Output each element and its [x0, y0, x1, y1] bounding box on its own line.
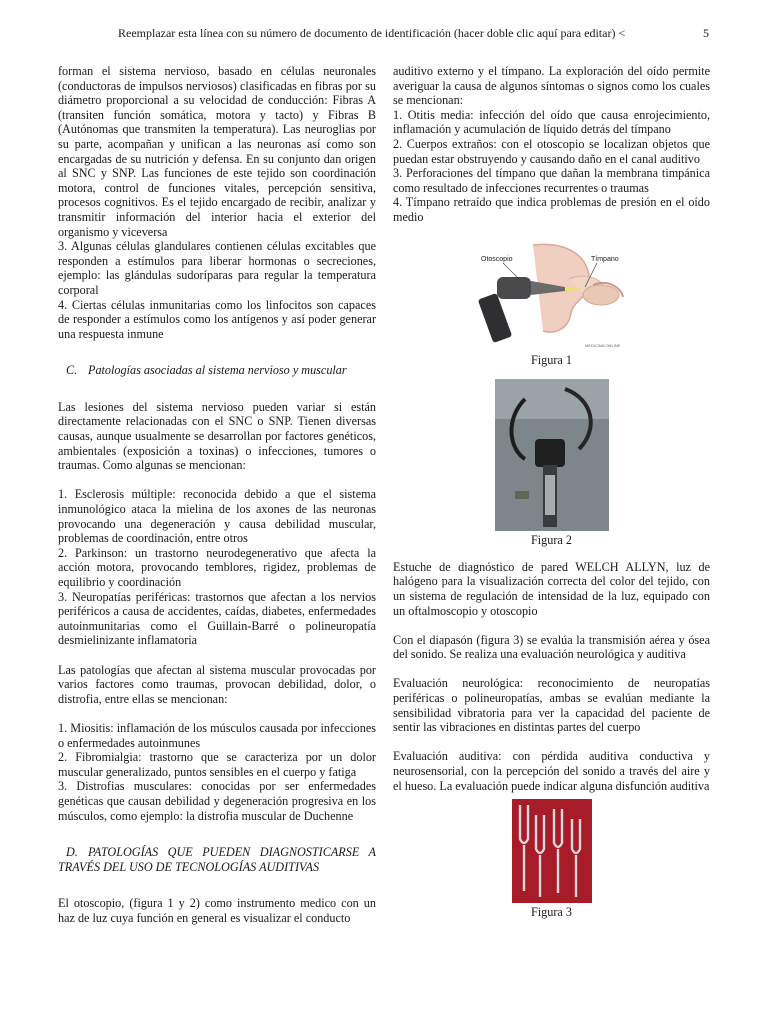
list-item-otitis: 1. Otitis media: infección del oído que causa enrojecimiento, inflamación y acumulación de líquido detrás del tímpano	[393, 107, 710, 137]
paragraph-estuche: Estuche de diagnóstico de pared WELCH ALLYN, luz de halógeno para la visualización correcta del color del tejido, con un sistema de regulación de intensidad de la luz, equipado con un oftalmoscopio y otoscopio	[393, 559, 710, 618]
list-item-fibromialgia: 2. Fibromialgia: trastorno que se caracteriza por un dolor muscular generalizado, puntos sensibles en el cuerpo y fatiga	[58, 750, 376, 779]
list-item-cuerpos: 2. Cuerpos extraños: con el otoscopio se localizan objetos que puedan estar obstruyendo y causando daño en el canal auditivo	[393, 136, 710, 166]
figure-caption: Figura 2	[531, 533, 572, 548]
list-item-distrofias: 3. Distrofias musculares: conocidas por ser enfermedades genéticas que causan debilidad y degeneración progresiva en los músculos, como ejemplo: la distrofia muscular de Duchenne	[58, 779, 376, 823]
paragraph-auditivo: auditivo externo y el tímpano. La exploración del oído permite averiguar la causa de algunos síntomas o signos como los cuales se mencionan:	[393, 64, 710, 108]
list-item-miositis: 1. Miositis: inflamación de los músculos causada por infecciones o enfermedades autoinmunes	[58, 720, 376, 750]
background-object	[515, 491, 529, 499]
diagnostic-set-svg	[495, 379, 609, 531]
otoscope-label: Otoscopio	[480, 255, 513, 263]
page-header	[0, 26, 768, 44]
section-letter: C.	[66, 363, 78, 378]
cochlea-shape	[583, 285, 619, 305]
diagnostic-set-photo	[495, 379, 609, 531]
list-item-timpano: 4. Tímpano retraído que indica problemas de presión en el oído medio	[393, 195, 710, 224]
paragraph-lesiones: Las lesiones del sistema nervioso pueden variar si están directamente relacionadas con el SNC o SNP. Tienen diversas causas, aunque usualmente se desarrollan por factores genéticos, ambientales (exposición a toxinas) o infecciones, tumores o traumas. Como algunas se mencionan:	[58, 399, 376, 473]
ear-otoscope-svg	[473, 239, 631, 351]
list-item-glandular: 3. Algunas células glandulares contienen células excitables que responden a estímulos para liberar hormonas o secreciones, ejemplo: las glándulas sudoríparas para regular la temperatura corporal	[58, 239, 376, 297]
otoscope-handle	[477, 292, 512, 342]
handle-grip	[545, 475, 555, 515]
list-item-esclerosis: 1. Esclerosis múltiple: reconocida debido a que el sistema inmunológico ataca la mielina de los axones de las neuronas provocando una degeneración y causa debilidad muscular, problemas de coordinación, entre otros	[58, 487, 376, 546]
timpano-label: Tímpano	[590, 255, 619, 263]
header-text[interactable]: Reemplazar esta línea con su número de documento de identificación (hacer doble clic aquí para editar) <	[118, 26, 626, 40]
ear-otoscope-illustration	[473, 239, 631, 351]
paragraph-intro: forman el sistema nervioso, basado en células neuronales (conductoras de impulsos nerviosos) clasificadas en fibras por su diámetro proporcional a su velocidad de conducción: Fibras A (transiten función somática, motora y tacto) y Fibras B (Autónomas que transmiten la temperatura). Las neuroglias por su parte, acompañan y unifican a las neuronas así como son encargadas de su nutrición y defensa. En su conjunto dan origen al SNC y SNP. Las funciones de este tejido son coordinación motora, control de funciones vitales, percepción sensitiva, procesos cognitivos. Es el tejido encargado de recibir, analizar y transmitir información del interior hacia el exterior del organismo y viceversa	[58, 64, 376, 239]
figure-caption: Figura 3	[531, 905, 572, 920]
paragraph-diapason: Con el diapasón (figura 3) se evalúa la transmisión aérea y ósea del sonido. Se realiza una evaluación neurológica y auditiva	[393, 632, 710, 662]
right-column	[393, 64, 710, 920]
figure-caption: Figura 1	[531, 352, 572, 367]
figure-3	[393, 799, 710, 920]
tuning-forks-svg	[512, 799, 592, 903]
otoscope-label-line	[503, 263, 519, 279]
section-title: PATOLOGÍAS QUE PUEDEN DIAGNOSTICARSE A TRAVÉS DEL USO DE TECNOLOGÍAS AUDITIVAS	[58, 845, 376, 874]
tuning-forks-photo	[512, 799, 592, 903]
figure-2	[393, 379, 710, 548]
list-item-parkinson: 2. Parkinson: un trastorno neurodegenerativo que afecta la acción motora, provocando temblores, rigidez, problemas de equilibrio y coordinación	[58, 545, 376, 589]
list-item-perforaciones: 3. Perforaciones del tímpano que dañan la membrana timpánica como resultado de infecciones recurrentes o traumas	[393, 166, 710, 195]
paragraph-muscular-intro: Las patologías que afectan al sistema muscular provocadas por varios factores como traumas, provocan debilidad, dolor, o distrofia, entre ellas se mencionan:	[58, 662, 376, 706]
section-letter: D.	[66, 845, 78, 860]
wall-area	[495, 379, 609, 419]
otoscope-head	[535, 439, 565, 467]
section-heading-c	[58, 363, 376, 378]
figure-1	[393, 239, 710, 368]
otoscope-head	[497, 277, 531, 299]
section-heading-d	[58, 845, 376, 874]
section-title: Patologías asociadas al sistema nervioso y muscular	[88, 363, 347, 378]
figure-watermark: MEDICINA ONLINE	[584, 342, 620, 348]
paragraph-otoscopio: El otoscopio, (figura 1 y 2) como instrumento medico con un haz de luz cuya función en general es visualizar el conducto	[58, 896, 376, 925]
left-column	[58, 64, 376, 925]
list-item-neuropatias: 3. Neuropatías periféricas: trastornos que afectan a los nervios periféricos a causa de accidentes, caídas, diabetes, enfermedades autoinmunitarias como el Guillain-Barré o polineuropatía desmielinizante inflamatoria	[58, 589, 376, 648]
page-number: 5	[703, 26, 709, 40]
list-item-immune: 4. Ciertas células inmunitarias como los linfocitos son capaces de responder a estímulos como los antígenos y así poder generar una respuesta inmune	[58, 297, 376, 341]
paragraph-eval-neuro: Evaluación neurológica: reconocimiento de neuropatías periféricas o polineuropatías, ambas se evalúan mediante la sensibilidad vibratoria para ver la capacidad del paciente de sentir las vibraciones en distintas partes del cuerpo	[393, 676, 710, 735]
paragraph-eval-auditiva: Evaluación auditiva: con pérdida auditiva conductiva y neurosensorial, con la percepción del sonido a través del aire y el hueso. La evaluación puede indicar alguna disfunción auditiva	[393, 749, 710, 793]
